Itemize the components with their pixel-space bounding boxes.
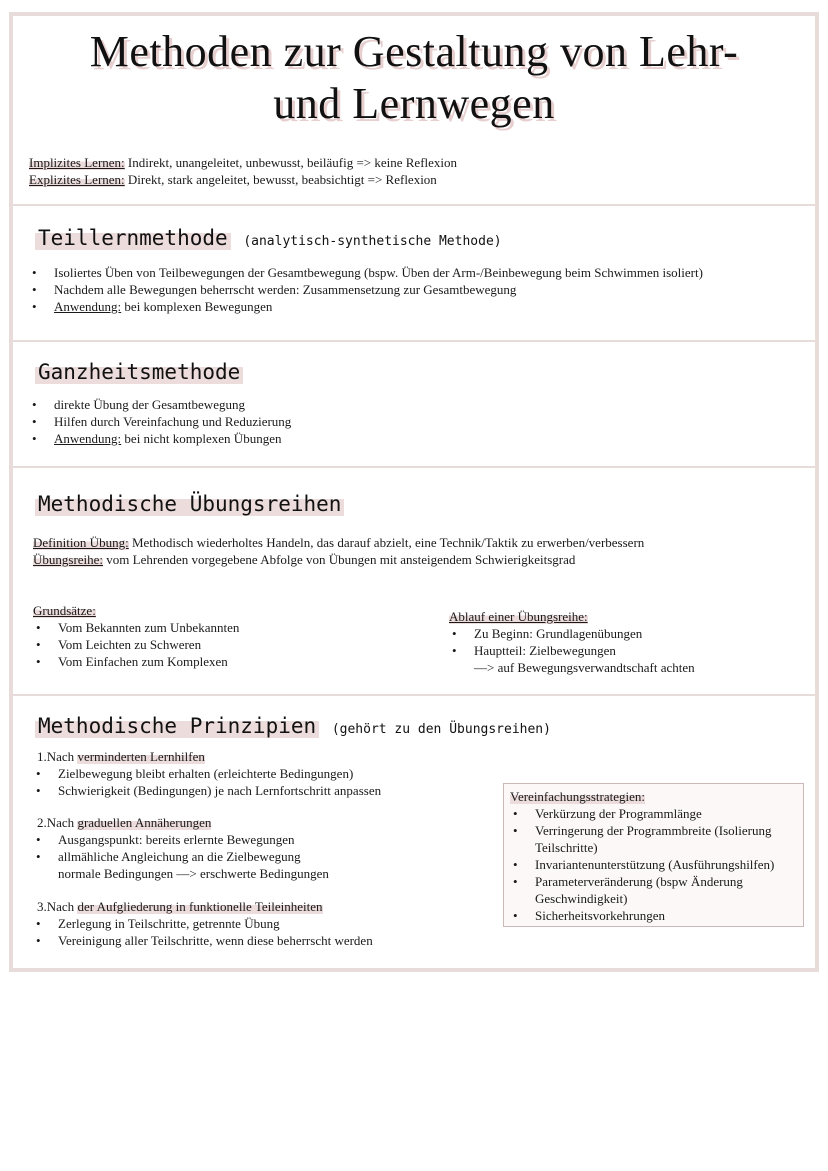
prinzip-3-title: 3.Nach der Aufgliederung in funktionelle Teileinheiten xyxy=(37,899,323,914)
list-item: • Hauptteil: Zielbewegungen xyxy=(449,642,642,659)
teillern-list xyxy=(29,264,703,315)
definition-text: Methodisch wiederholtes Handeln, das darauf abzielt, eine Technik/Taktik zu erwerben/verbessern xyxy=(128,535,645,550)
list-item: • Zielbewegung bleibt erhalten (erleichterte Bedingungen) xyxy=(33,765,381,782)
page-title-line2: und Lernwegen xyxy=(273,79,555,128)
list-item: • Invariantenunterstützung (Ausführungshilfen) xyxy=(510,856,797,873)
uebungsreihen-section xyxy=(13,468,815,696)
page-title xyxy=(13,26,815,130)
page-frame xyxy=(9,12,819,972)
list-item: • Zerlegung in Teilschritte, getrennte Übung xyxy=(33,915,373,932)
uebungsreihen-definition xyxy=(33,534,644,568)
prinzip-2-title: 2.Nach graduellen Annäherungen xyxy=(37,815,212,830)
ganzheit-heading: Ganzheitsmethode xyxy=(35,360,243,384)
header-section xyxy=(13,16,815,206)
list-item: • Hilfen durch Vereinfachung und Reduzierung xyxy=(29,413,291,430)
list-item: • Nachdem alle Bewegungen beherrscht werden: Zusammensetzung zur Gesamtbewegung xyxy=(29,281,703,298)
ablauf-list xyxy=(449,625,642,659)
definition-label: Definition Übung: xyxy=(33,535,129,550)
application-label: Anwendung: xyxy=(54,299,122,314)
list-item: • Zu Beginn: Grundlagenübungen xyxy=(449,625,642,642)
list-item: • allmähliche Angleichung an die Zielbewegung xyxy=(33,848,301,865)
ganzheit-list xyxy=(29,396,291,447)
explicit-label: Explizites Lernen: xyxy=(29,172,125,187)
reihe-label: Übungsreihe: xyxy=(33,552,104,567)
page-title-line1: Methoden zur Gestaltung von Lehr- xyxy=(89,27,739,76)
list-item: • Schwierigkeit (Bedingungen) je nach Lernfortschritt anpassen xyxy=(33,782,381,799)
grundsaetze-label: Grundsätze: xyxy=(33,603,96,618)
list-item: • Verringerung der Programmbreite (Isolierung Teilschritte) xyxy=(510,822,797,856)
uebungsreihen-heading: Methodische Übungsreihen xyxy=(35,492,344,516)
prinzipien-subheading: (gehört zu den Übungsreihen) xyxy=(331,722,551,737)
list-item: • Vom Leichten zu Schweren xyxy=(33,636,239,653)
prinzip-2-note: normale Bedingungen —> erschwerte Bedingungen xyxy=(58,866,329,881)
vereinfachungsstrategien-box xyxy=(503,783,804,927)
prinzipien-heading: Methodische Prinzipien (gehört zu den Übungsreihen) xyxy=(35,714,551,738)
prinzip-3-list xyxy=(33,915,373,949)
prinzip-1-list xyxy=(33,765,381,799)
implicit-text: Indirekt, unangeleitet, unbewusst, beiläufig => keine Reflexion xyxy=(124,155,458,170)
application-text: bei komplexen Bewegungen xyxy=(121,299,273,314)
ablauf-note: —> auf Bewegungsverwandtschaft achten xyxy=(474,660,695,675)
list-item: • Verkürzung der Programmlänge xyxy=(510,805,797,822)
list-item: • Ausgangspunkt: bereits erlernte Bewegungen xyxy=(33,831,301,848)
explicit-text: Direkt, stark angeleitet, bewusst, beabsichtigt => Reflexion xyxy=(124,172,437,187)
ablauf-label: Ablauf einer Übungsreihe: xyxy=(449,609,588,624)
teillern-heading: Teillernmethode (analytisch-synthetische Methode) xyxy=(35,226,502,250)
teillern-section xyxy=(13,206,815,342)
grundsaetze-list xyxy=(33,619,239,670)
list-item: • Vom Einfachen zum Komplexen xyxy=(33,653,239,670)
list-item: • Vom Bekannten zum Unbekannten xyxy=(33,619,239,636)
strategien-list xyxy=(510,805,797,924)
reihe-text: vom Lehrenden vorgegebene Abfolge von Übungen mit ansteigendem Schwierigkeitsgrad xyxy=(103,552,576,567)
implicit-label: Implizites Lernen: xyxy=(29,155,125,170)
prinzip-2-list xyxy=(33,831,301,865)
strategien-label: Vereinfachungsstrategien: xyxy=(510,789,646,804)
application-text: bei nicht komplexen Übungen xyxy=(121,431,282,446)
teillern-subheading: (analytisch-synthetische Methode) xyxy=(243,234,502,249)
application-label: Anwendung: xyxy=(54,431,122,446)
list-item xyxy=(29,430,291,447)
prinzip-1-title: 1.Nach verminderten Lernhilfen xyxy=(37,749,205,764)
list-item: • Vereinigung aller Teilschritte, wenn diese beherrscht werden xyxy=(33,932,373,949)
list-item: • Sicherheitsvorkehrungen xyxy=(510,907,797,924)
intro-text xyxy=(29,154,457,188)
ganzheit-section xyxy=(13,342,815,468)
list-item: • Parameterveränderung (bspw Änderung Geschwindigkeit) xyxy=(510,873,797,907)
list-item xyxy=(29,298,703,315)
list-item: • direkte Übung der Gesamtbewegung xyxy=(29,396,291,413)
list-item: • Isoliertes Üben von Teilbewegungen der Gesamtbewegung (bspw. Üben der Arm-/Beinbewegung beim Schwimmen isoliert) xyxy=(29,264,703,281)
